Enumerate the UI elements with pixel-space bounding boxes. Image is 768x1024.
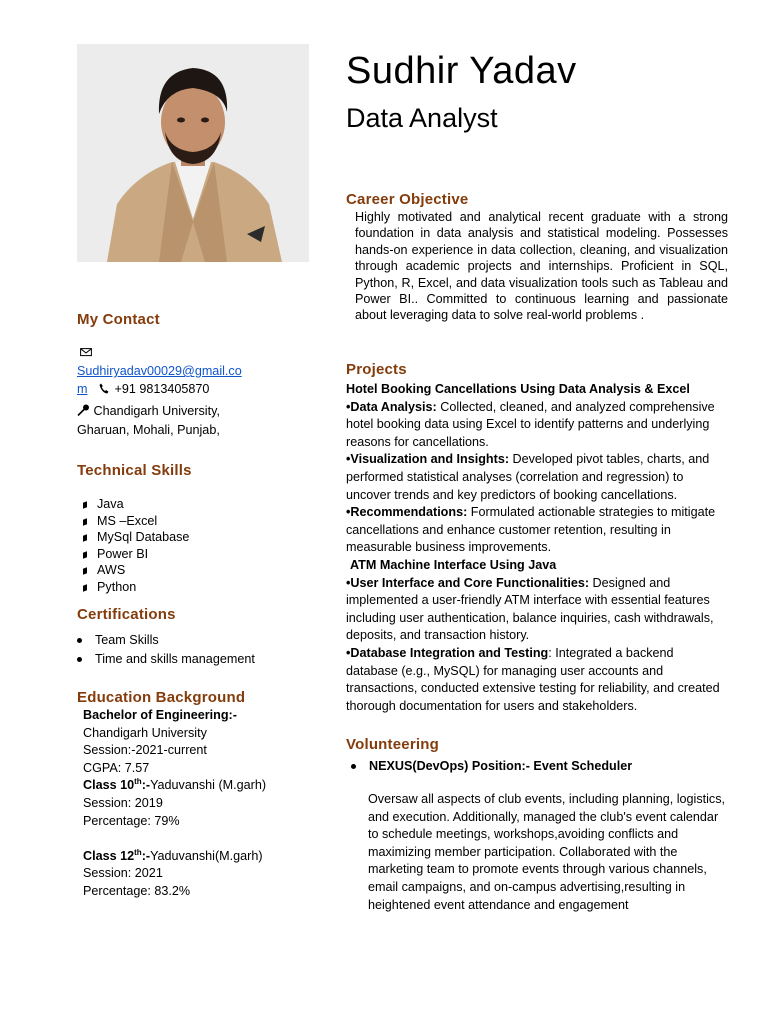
cgpa: CGPA: 7.57 — [83, 760, 150, 775]
projects-heading: Projects — [346, 361, 407, 378]
volunteering-role: NEXUS(DevOps) Position:- Event Scheduler — [351, 757, 632, 776]
profile-photo — [77, 44, 309, 262]
email-link[interactable]: Sudhiryadav00029@gmail.co — [77, 364, 242, 378]
class10-session: Session: 2019 — [83, 795, 163, 810]
projects-block — [346, 381, 728, 715]
class10-school: Yaduvanshi (M.garh) — [150, 778, 267, 793]
class12-school: Yaduvanshi(M.garh) — [150, 848, 263, 863]
class12-suffix: :- — [141, 848, 151, 863]
degree: Bachelor of Engineering:- — [83, 708, 237, 722]
list-item: Time and skills management — [77, 650, 255, 669]
list-item: Power BI — [77, 546, 189, 563]
skills-heading: Technical Skills — [77, 462, 192, 479]
project-2-item: •User Interface and Core Functionalities: Designed and implemented a user-friendly ATM interface with essential features including user authentication, balance inquiries, cash withdrawals, deposits, and transaction history. — [346, 575, 714, 643]
list-item: Java — [77, 496, 189, 513]
objective-heading: Career Objective — [346, 191, 469, 208]
envelope-icon — [77, 345, 313, 363]
class10-percentage: Percentage: 79% — [83, 813, 180, 828]
list-item: MS –Excel — [77, 513, 189, 530]
class12-session: Session: 2021 — [83, 866, 163, 881]
list-item: MySql Database — [77, 529, 189, 546]
class10-label: Class 10 — [83, 778, 135, 793]
class12-sup: th — [134, 847, 142, 857]
list-item: Python — [77, 579, 189, 596]
certifications-heading: Certifications — [77, 606, 176, 623]
skills-list — [77, 496, 189, 596]
class12-percentage: Percentage: 83.2% — [83, 883, 191, 898]
list-item: Team Skills — [77, 631, 255, 650]
objective-text: Highly motivated and analytical recent graduate with a strong foundation in data analysis and statistical modeling. Possesses hands-on experience in data collection, cleaning, and visualization through academic projects and internships. Proficient in SQL, Python, R, Excel, and data visualization tools such as Tableau and Power BI.. Committed to continuous learning and passionate about leveraging data to solve real-world problems . — [355, 210, 728, 323]
degree-session: Session:-2021-current — [83, 743, 207, 758]
contact-heading: My Contact — [77, 311, 160, 328]
volunteering-list — [351, 757, 632, 776]
university: Chandigarh University — [83, 725, 207, 740]
certifications-list — [77, 631, 255, 669]
project-1-item: •Data Analysis: Collected, cleaned, and analyzed comprehensive hotel booking data using Excel to identify patterns and underlying reasons for cancellations. — [346, 399, 715, 449]
class12-label: Class 12 — [83, 848, 135, 863]
volunteering-description: Oversaw all aspects of club events, including planning, logistics, and execution. Additionally, managed the club's event calendar to schedule meetings, workshops,avoiding conflicts and maximizing member participation. Collaborated with the marketing team to promote events through various channels, email campaigns, and on-campus advertising,resulting in heightened event attendance and engagement — [368, 792, 726, 912]
address-line-1: Chandigarh University, — [93, 404, 220, 419]
project-1-title: Hotel Booking Cancellations Using Data Analysis & Excel — [346, 382, 690, 396]
email-link-continued[interactable]: m — [77, 381, 88, 396]
class10-suffix: :- — [141, 778, 151, 793]
education-heading: Education Background — [77, 689, 246, 706]
class10-sup: th — [134, 777, 142, 787]
candidate-name: Sudhir Yadav — [346, 50, 577, 92]
project-1-item: •Visualization and Insights: Developed pivot tables, charts, and performed statistical analyses (correlation and regression) to uncover trends and key predictors of booking cancellations. — [346, 452, 710, 502]
location-pin-icon — [77, 404, 90, 422]
project-1-item: •Recommendations: Formulated actionable strategies to mitigate cancellations and enhance customer retention, resulting in measurable business improvements. — [346, 505, 716, 555]
contact-block — [77, 345, 313, 439]
project-2-item: •Database Integration and Testing: Integrated a backend database (e.g., MySQL) for managing user accounts and transactions, conducted extensive testing for reliability, and created thorough documentation for users and stakeholders. — [346, 645, 720, 713]
job-title: Data Analyst — [346, 103, 498, 133]
profile-photo-illustration — [77, 44, 309, 262]
phone-icon — [99, 382, 109, 400]
phone-number: +91 9813405870 — [114, 381, 210, 396]
volunteering-heading: Volunteering — [346, 736, 439, 753]
education-block — [83, 707, 313, 901]
project-2-title: ATM Machine Interface Using Java — [350, 557, 557, 572]
list-item: AWS — [77, 562, 189, 579]
address-line-2: Gharuan, Mohali, Punjab, — [77, 422, 220, 437]
